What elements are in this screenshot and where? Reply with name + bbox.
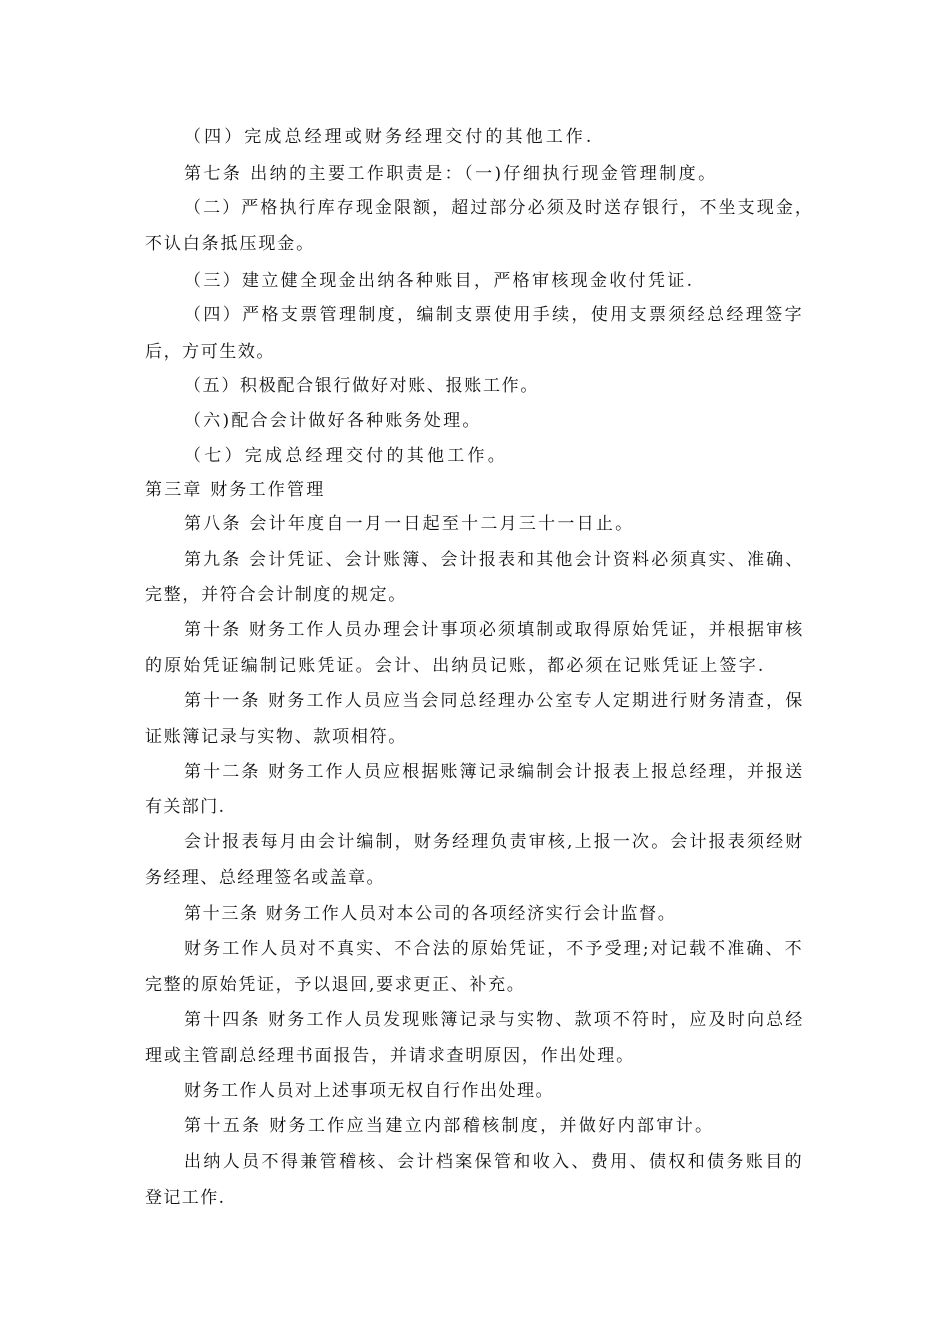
text-line: （三）建立健全现金出纳各种账目，严格审核现金收付凭证. bbox=[184, 271, 695, 291]
text-line: 财务工作人员对不真实、不合法的原始凭证，不予受理;对记载不准确、不 bbox=[184, 939, 804, 959]
text-line: 有关部门. bbox=[145, 797, 226, 817]
text-line: 后，方可生效。 bbox=[145, 342, 275, 362]
text-line: 证账簿记录与实物、款项相符。 bbox=[145, 727, 407, 747]
text-line: 务经理、总经理签名或盖章。 bbox=[145, 868, 385, 888]
text-line: 第十条 财务工作人员办理会计事项必须填制或取得原始凭证，并根据审核 bbox=[184, 620, 805, 640]
text-line: 第十二条 财务工作人员应根据账簿记录编制会计报表上报总经理，并报送 bbox=[184, 762, 805, 782]
text-line: 登记工作. bbox=[145, 1188, 226, 1208]
text-line: 第十五条 财务工作应当建立内部稽核制度，并做好内部审计。 bbox=[184, 1116, 715, 1136]
text-line: 财务工作人员对上述事项无权自行作出处理。 bbox=[184, 1081, 554, 1101]
text-line: （五）积极配合银行做好对账、报账工作。 bbox=[184, 376, 539, 396]
text-line: 第九条 会计凭证、会计账簿、会计报表和其他会计资料必须真实、准确、 bbox=[184, 550, 805, 570]
chapter-heading: 第三章 财务工作管理 bbox=[145, 480, 326, 500]
text-line: （四）完成总经理或财务经理交付的其他工作. bbox=[184, 127, 595, 147]
text-line: （四）严格支票管理制度，编制支票使用手续，使用支票须经总经理签字 bbox=[184, 305, 804, 325]
text-line: （二）严格执行库存现金限额，超过部分必须及时送存银行，不坐支现金， bbox=[184, 198, 814, 218]
text-line: 第十一条 财务工作人员应当会同总经理办公室专人定期进行财务清查，保 bbox=[184, 691, 805, 711]
text-line: 第八条 会计年度自一月一日起至十二月三十一日止。 bbox=[184, 514, 635, 534]
text-line: 出纳人员不得兼管稽核、会计档案保管和收入、费用、债权和债务账目的 bbox=[184, 1152, 804, 1172]
text-line: 第十三条 财务工作人员对本公司的各项经济实行会计监督。 bbox=[184, 904, 677, 924]
text-line: 理或主管副总经理书面报告，并请求查明原因，作出处理。 bbox=[145, 1046, 635, 1066]
text-line: 不认白条抵压现金。 bbox=[145, 234, 315, 254]
text-line: 完整，并符合会计制度的规定。 bbox=[145, 585, 407, 605]
text-line: 的原始凭证编制记账凭证。会计、出纳员记账，都必须在记账凭证上签字. bbox=[145, 656, 766, 676]
text-line: （六)配合会计做好各种账务处理。 bbox=[184, 411, 482, 431]
text-line: 会计报表每月由会计编制，财务经理负责审核,上报一次。会计报表须经财 bbox=[184, 832, 805, 852]
text-line: 完整的原始凭证，予以退回,要求更正、补充。 bbox=[145, 975, 526, 995]
text-line: 第七条 出纳的主要工作职责是：（一)仔细执行现金管理制度。 bbox=[184, 164, 718, 184]
text-line: （七）完成总经理交付的其他工作。 bbox=[184, 446, 508, 466]
text-line: 第十四条 财务工作人员发现账簿记录与实物、款项不符时，应及时向总经 bbox=[184, 1010, 805, 1030]
